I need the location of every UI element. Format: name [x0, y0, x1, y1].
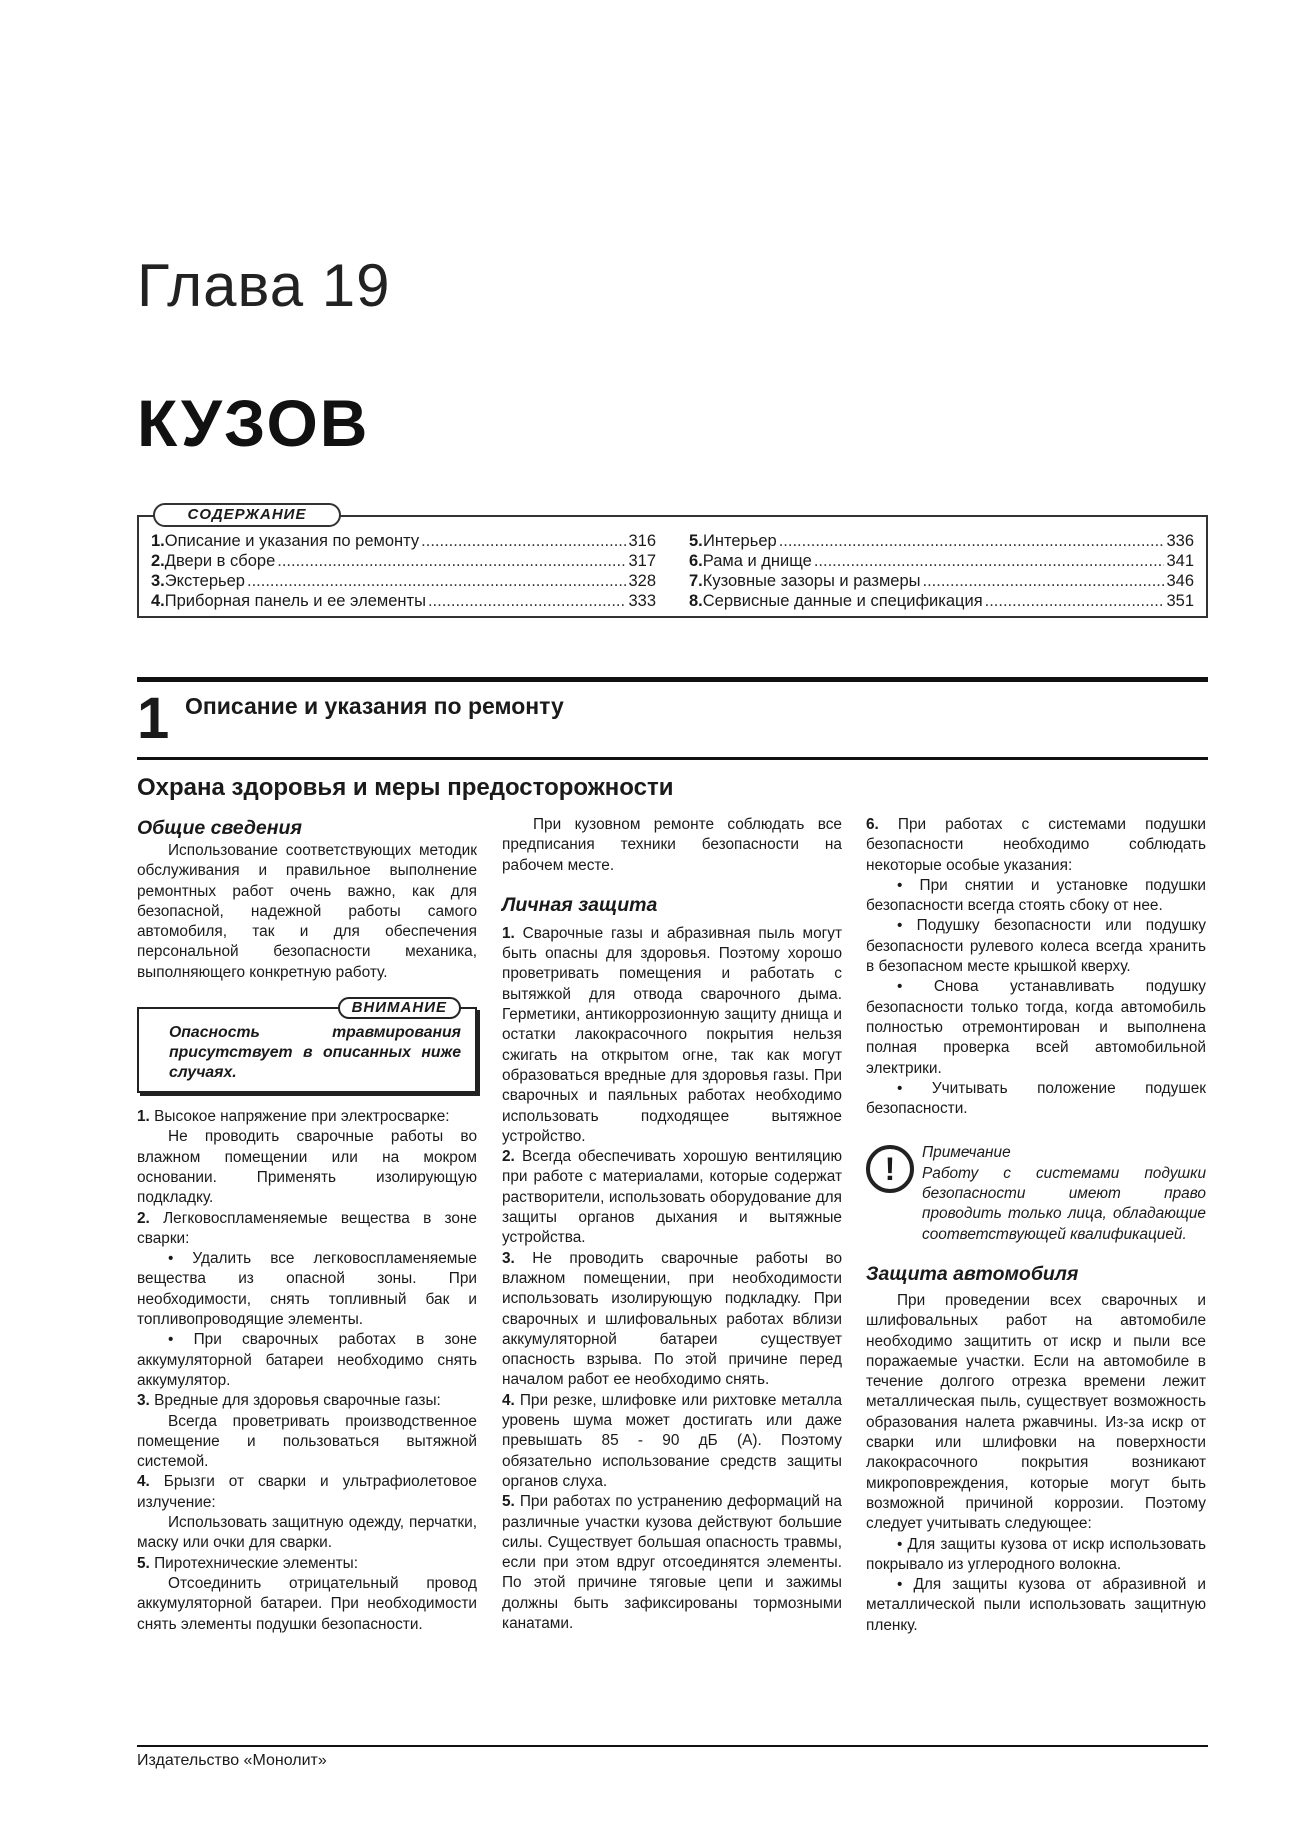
paragraph: 4. Брызги от сварки и ультрафиолетовое излучение:: [137, 1473, 477, 1511]
warning-text: Опасность травмирования присутствует в описанных ниже случаях.: [169, 1024, 461, 1082]
note-title: Примечание: [922, 1144, 1011, 1162]
paragraph: Использовать защитную одежду, перчатки, маску или очки для сварки.: [137, 1514, 477, 1552]
section-top-rule: [137, 677, 1208, 682]
heading-general: Общие сведения: [137, 817, 302, 839]
paragraph: 4. При резке, шлифовке или рихтовке металла уровень шума может достигать или даже превышать 85 - 90 дБ (А). Поэтому обязательно использование средств защиты органов слуха.: [502, 1391, 843, 1490]
paragraph: 5. Пиротехнические элементы:: [137, 1554, 358, 1572]
bullet-item: • Снова устанавливать подушку безопасности только тогда, когда автомобиль полностью отремонтирован и выполнена полная проверка всей автомобильной электрики.: [866, 978, 1206, 1077]
toc-item[interactable]: 3. Экстерьер ..... 328: [151, 571, 656, 591]
toc-item[interactable]: 6. Рама и днище ..... 341: [689, 551, 1194, 571]
paragraph: 1. Высокое напряжение при электросварке:: [137, 1108, 450, 1126]
bullet-item: • При сварочных работах в зоне аккумуляторной батареи необходимо снять аккумулятор.: [137, 1331, 477, 1389]
note-text: Работу с системами подушки безопасности имеют право проводить только лица, обладающие соответствующей квалификацией.: [922, 1164, 1206, 1243]
paragraph: При проведении всех сварочных и шлифовальных работ на автомобиле необходимо защитить от искр и пыли все поражаемые участки. Если на автомобиле в течение долгого отрезка времени лежит металлическая пыль, существует возможность образования налета ржавчины. Из-за искр от сварки или шлифовки на поверхности лакокрасочного покрытия возникают микроповреждения, которые могут быть возможной причиной коррозии. Поэтому следует учитывать следующее:: [866, 1291, 1206, 1533]
toc-item[interactable]: 4. Приборная панель и ее элементы ..... 333: [151, 591, 656, 611]
toc-item[interactable]: 5. Интерьер ..... 336: [689, 531, 1194, 551]
section-number: 1: [137, 686, 170, 751]
paragraph: При кузовном ремонте соблюдать все предписания техники безопасности на рабочем месте.: [502, 816, 842, 874]
chapter-title: КУЗОВ: [137, 386, 370, 460]
heading-personal-protection: Личная защита: [502, 893, 658, 916]
exclamation-icon: !: [866, 1145, 914, 1193]
bullet-item: • Для защиты кузова от абразивной и металлической пыли использовать защитную пленку.: [866, 1576, 1206, 1634]
toc-item[interactable]: 7. Кузовные зазоры и размеры ..... 346: [689, 571, 1194, 591]
paragraph: Всегда проветривать производственное помещение и пользоваться вытяжной системой.: [137, 1412, 477, 1471]
bullet-item: • Для защиты кузова от искр использовать покрывало из углеродного волокна.: [866, 1535, 1206, 1573]
table-of-contents: [137, 506, 1208, 618]
subsection-title: Охрана здоровья и меры предосторожности: [137, 774, 674, 801]
toc-item[interactable]: 8. Сервисные данные и спецификация ..... 351: [689, 591, 1194, 611]
paragraph: 5. При работах по устранению деформаций на различные участки кузова действуют большие силы. Существует большая опасность травмы, если при этом вдруг отсоединятся элементы. По этой причине тяговые цепи и зажимы должны быть зафиксированы тормозными канатами.: [502, 1493, 842, 1632]
toc-heading: СОДЕРЖАНИЕ: [153, 503, 341, 527]
paragraph: 2. Легковоспламеняемые вещества в зоне сварки:: [137, 1209, 477, 1247]
paragraph: Использование соответствующих методик обслуживания и правильное выполнение ремонтных работ очень важно, как для безопасной, надежной работы самого автомобиля, так и для обеспечения персональной безопасности механика, выполняющего конкретную работу.: [137, 842, 477, 981]
toc-right-column: [689, 531, 1194, 611]
footer-rule: [137, 1745, 1208, 1747]
bullet-item: • Удалить все легковоспламеняемые вещества из опасной зоны. При необходимости, снять топливный бак и топливопроводящие элементы.: [137, 1250, 477, 1329]
toc-left-column: [151, 531, 656, 611]
toc-item[interactable]: 2. Двери в сборе ..... 317: [151, 551, 656, 571]
subsection-rule: [137, 757, 1208, 760]
paragraph: 3. Вредные для здоровья сварочные газы:: [137, 1392, 441, 1410]
paragraph: Отсоединить отрицательный провод аккумуляторной батареи. При необходимости снять элементы подушки безопасности.: [137, 1574, 477, 1633]
publisher-footer: Издательство «Монолит»: [137, 1752, 327, 1769]
paragraph: Не проводить сварочные работы во влажном помещении или на мокром основании. Применять изолирующую подкладку.: [137, 1128, 477, 1207]
warning-label: ВНИМАНИЕ: [338, 997, 461, 1019]
bullet-item: • Подушку безопасности или подушку безопасности рулевого колеса всегда хранить в безопасном месте крышкой кверху.: [866, 917, 1206, 976]
toc-item[interactable]: 1. Описание и указания по ремонту ..... 316: [151, 531, 656, 551]
warning-box: [137, 999, 477, 1093]
text-column-2: [502, 815, 842, 1634]
paragraph: 3. Не проводить сварочные работы во влажном помещении, при необходимости использовать изолирующую подкладку. При сварочных и шлифовальных работах вблизи аккумуляторной батареи существует опасность взрыва. По этой причине перед началом работ ее необходимо снять.: [502, 1249, 843, 1389]
chapter-label: Глава 19: [137, 252, 391, 319]
bullet-item: • Учитывать положение подушек безопасности.: [866, 1079, 1206, 1118]
section-title: Описание и указания по ремонту: [185, 693, 564, 719]
paragraph: 6. При работах с системами подушки безопасности необходимо соблюдать некоторые особые указания:: [866, 816, 1206, 874]
heading-vehicle-protection: Защита автомобиля: [866, 1262, 1079, 1285]
paragraph: 1. Сварочные газы и абразивная пыль могут быть опасны для здоровья. Поэтому хорошо проветривать помещения и работать с вытяжкой для отвода сварочного дыма. Герметики, антикоррозионную защиту днища и остатки лакокрасочного покрытия нельзя сжигать на открытом огне, так как могут образоваться вредные для здоровья газы. При сварочных и паяльных работах необходимо использовать подходящее вытяжное устройство.: [502, 924, 842, 1145]
paragraph: 2. Всегда обеспечивать хорошую вентиляцию при работе с материалами, которые содержат растворители, использовать оборудование для защиты органов дыхания и вытяжные устройства.: [502, 1148, 842, 1247]
note-block: [866, 1143, 1206, 1244]
text-column-1: [137, 815, 477, 1635]
bullet-item: • При снятии и установке подушки безопасности всегда стоять сбоку от нее.: [866, 876, 1206, 915]
text-column-3: [866, 815, 1206, 1636]
